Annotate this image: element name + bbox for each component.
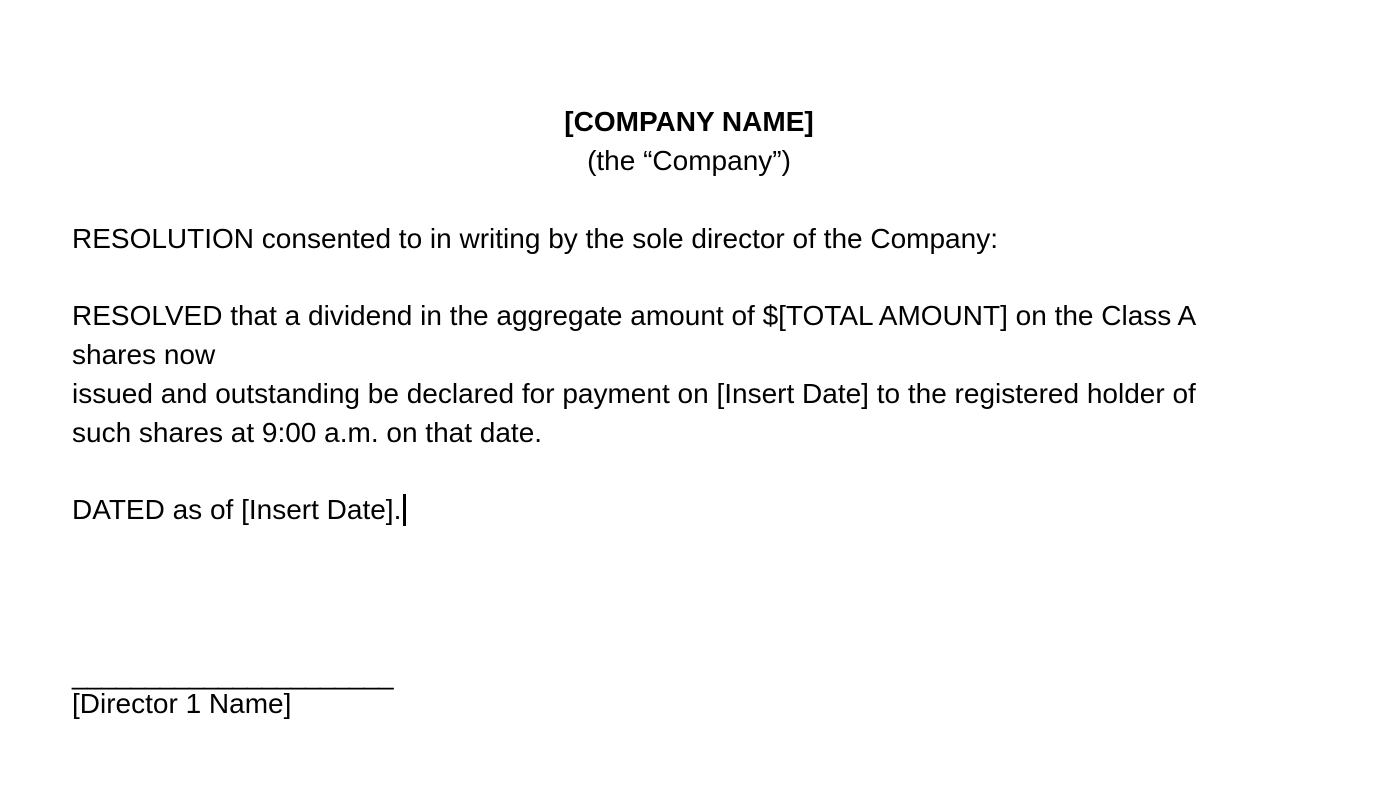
resolved-line[interactable]: RESOLVED that a dividend in the aggregate amount of $[TOTAL AMOUNT] on the Class A (72, 300, 1197, 331)
director-name[interactable]: [Director 1 Name] (72, 688, 292, 719)
signature-line[interactable]: ______________________ (72, 659, 393, 690)
company-name-heading[interactable]: [COMPANY NAME] (564, 106, 814, 137)
dated-paragraph[interactable] (72, 490, 1306, 529)
company-subtitle[interactable]: (the “Company”) (587, 145, 791, 176)
resolved-line[interactable]: such shares at 9:00 a.m. on that date. (72, 417, 543, 448)
resolution-intro[interactable]: RESOLUTION consented to in writing by the sole director of the Company: (72, 223, 998, 254)
text-cursor (403, 494, 406, 526)
dated-text[interactable]: DATED as of [Insert Date]. (72, 494, 402, 525)
resolved-line[interactable]: issued and outstanding be declared for payment on [Insert Date] to the registered holder of (72, 378, 1196, 409)
resolved-line[interactable]: shares now (72, 339, 216, 370)
